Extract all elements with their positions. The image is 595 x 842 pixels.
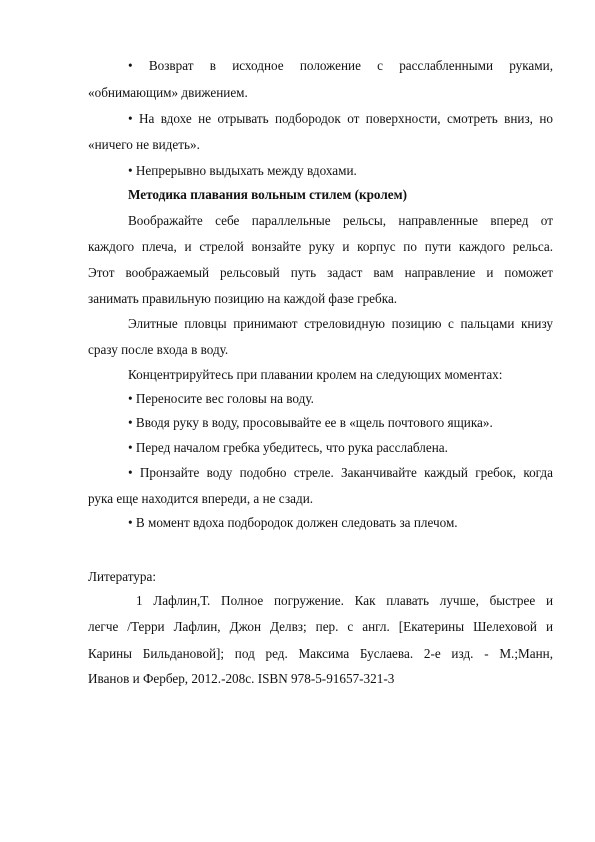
section-heading: Методика плавания вольным стилем (кролем) xyxy=(128,187,407,202)
reference-line2: легче /Терри Лафлин, Джон Делвз; пер. с англ. [Екатерины Шелеховой и xyxy=(88,619,553,634)
bullet-return-line1: • Возврат в исходное положение с расслабленными руками, xyxy=(128,58,553,73)
para1-line3: Этот воображаемый рельсовый путь задаст вам направление и поможет xyxy=(88,265,553,280)
bullet-return-line2: «обнимающим» движением. xyxy=(88,85,248,100)
literature-label: Литература: xyxy=(88,569,157,584)
bullet-relaxed-hand: • Перед началом гребка убедитесь, что рука расслаблена. xyxy=(128,440,448,455)
bullet-exhale: • Непрерывно выдыхать между вдохами. xyxy=(128,163,357,178)
bullet-arrow-line2: рука еще находится впереди, а не сзади. xyxy=(88,491,314,506)
para2-line2: сразу после входа в воду. xyxy=(88,342,229,357)
para1-line2: каждого плеча, и стрелой вонзайте руку и корпус по пути каждого рельса. xyxy=(88,239,553,254)
para1-line4: занимать правильную позицию на каждой фазе гребка. xyxy=(88,291,398,306)
para2-line1: Элитные пловцы принимают стреловидную позицию с пальцами книзу xyxy=(128,316,553,331)
bullet-hand-entry: • Вводя руку в воду, просовывайте ее в «щель почтового ящика». xyxy=(128,415,493,430)
bullet-inhale-line1: • На вдохе не отрывать подбородок от поверхности, смотреть вниз, но xyxy=(128,111,553,126)
reference-line3: Карины Бильдановой]; под ред. Максима Буслаева. 2-е изд. - М.;Манн, xyxy=(88,646,553,661)
bullet-inhale-line2: «ничего не видеть». xyxy=(88,137,200,152)
bullet-chin: • В момент вдоха подбородок должен следовать за плечом. xyxy=(128,515,458,530)
bullet-arrow-line1: • Пронзайте воду подобно стреле. Заканчивайте каждый гребок, когда xyxy=(128,465,553,480)
bullet-head-weight: • Переносите вес головы на воду. xyxy=(128,391,314,406)
para1-line1: Воображайте себе параллельные рельсы, направленные вперед от xyxy=(128,213,553,228)
para3: Концентрируйтесь при плавании кролем на следующих моментах: xyxy=(128,367,503,382)
reference-line4: Иванов и Фербер, 2012.-208с. ISBN 978-5-91657-321-3 xyxy=(88,671,395,686)
reference-line1: 1 Лафлин,Т. Полное погружение. Как плавать лучше, быстрее и xyxy=(136,593,553,608)
